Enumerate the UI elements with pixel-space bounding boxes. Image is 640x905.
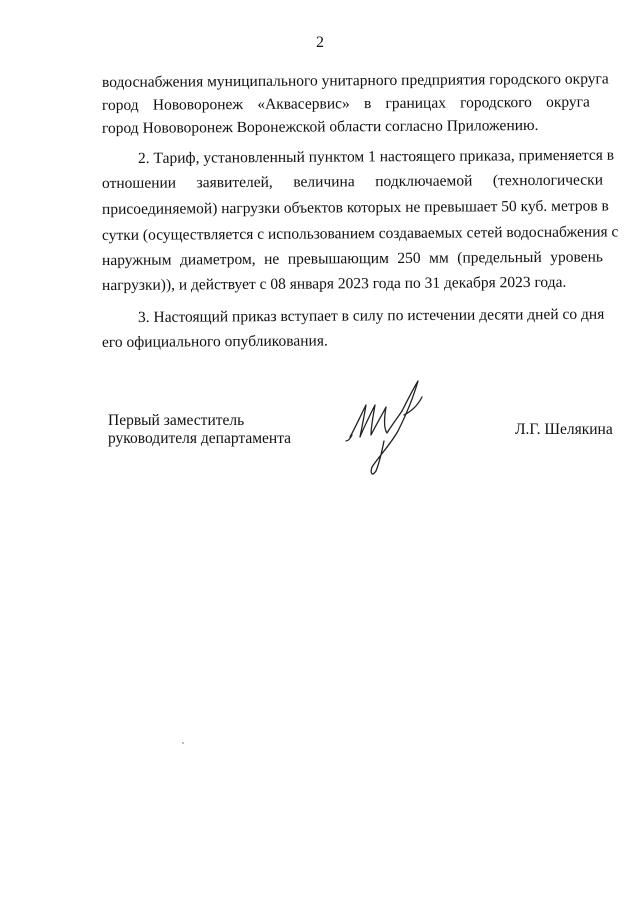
word: «Аквасервис»: [257, 95, 350, 113]
text-line-7: сутки (осуществляется с использованием создаваемых сетей водоснабжения с: [101, 223, 619, 244]
word: город: [101, 96, 139, 114]
word: округа: [546, 93, 590, 111]
text-line-9: нагрузки)), и действует с 08 января 2023 года по 31 декабря 2023 года.: [101, 273, 567, 294]
word: наружным: [101, 251, 172, 269]
text-line-6: присоединяемой) нагрузки объектов которых не превышает 50 куб. метров в: [101, 197, 609, 218]
word: превышающим: [287, 249, 389, 268]
text-line-3: город Нововоронеж Воронежской области согласно Приложению.: [101, 116, 539, 137]
handwritten-signature: [340, 375, 430, 480]
word: 250: [397, 249, 421, 267]
word: городского: [460, 93, 532, 112]
text-line-5: [102, 172, 603, 193]
text-line-2: [102, 94, 590, 115]
word: отношении: [101, 174, 177, 192]
word: границах: [385, 94, 447, 113]
word: в: [363, 95, 372, 113]
text-line-8: [102, 249, 603, 270]
word: Нововоронеж: [152, 96, 244, 114]
word: заявителей,: [196, 173, 273, 192]
word: диаметром,: [179, 250, 256, 269]
page-number: 2: [316, 34, 324, 51]
word: мм: [429, 249, 449, 267]
word: не: [264, 250, 280, 268]
signatory-name: Л.Г. Шелякина: [515, 421, 613, 438]
text-line-4: 2. Тариф, установленный пунктом 1 настоящего приказа, применяется в: [137, 146, 615, 167]
word: величина: [293, 173, 355, 191]
text-line-1: водоснабжения муниципального унитарного предприятия городского округа: [101, 70, 609, 91]
signatory-title-line-2: руководителя департамента: [108, 430, 292, 447]
word: подключаемой: [375, 172, 473, 191]
word: (предельный: [457, 248, 542, 267]
word: (технологически: [492, 171, 604, 190]
scan-speck: [182, 742, 184, 744]
text-line-11: его официального опубликования.: [101, 332, 328, 351]
signatory-title-line-1: Первый заместитель: [108, 412, 245, 429]
text-line-10: 3. Настоящий приказ вступает в силу по истечении десяти дней со дня: [137, 305, 605, 326]
word: уровень: [550, 248, 604, 266]
